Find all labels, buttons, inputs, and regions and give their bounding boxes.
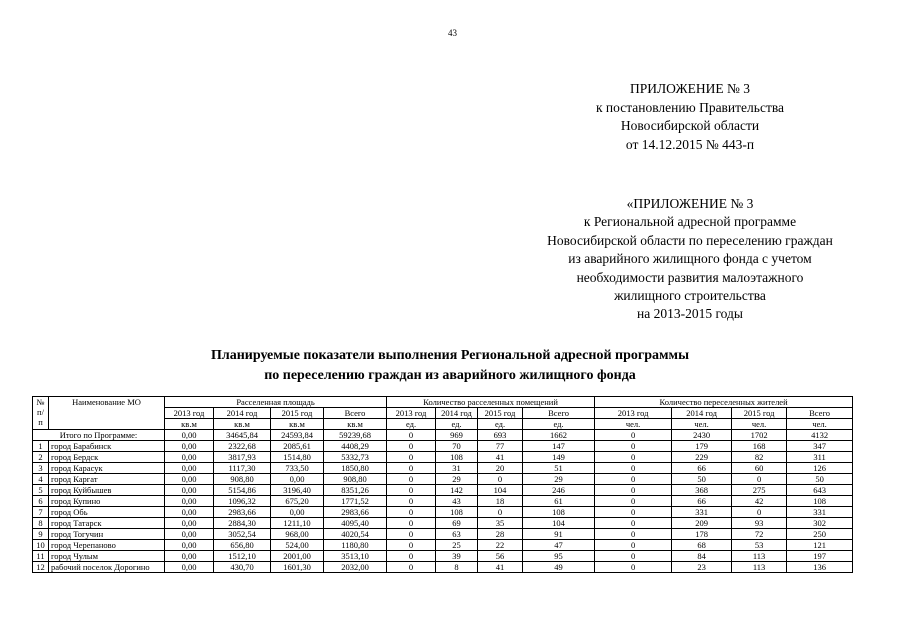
header-year: 2013 год — [387, 408, 436, 419]
appendix-line: из аварийного жилищного фонда с учетом — [568, 251, 812, 267]
table-cell: 1662 — [523, 430, 595, 441]
table-cell: 108 — [436, 507, 478, 518]
header-year: Всего — [787, 408, 853, 419]
row-municipality: город Тогучин — [49, 529, 165, 540]
table-cell: 331 — [672, 507, 732, 518]
table-cell: 22 — [478, 540, 523, 551]
table-cell: 91 — [523, 529, 595, 540]
header-residents: Количество переселенных жителей — [595, 397, 853, 408]
table-cell: 147 — [523, 441, 595, 452]
table-cell: 908,80 — [214, 474, 271, 485]
table-row — [33, 474, 853, 485]
table-cell: 0 — [595, 529, 672, 540]
appendix-line: Новосибирской области — [620, 118, 760, 133]
indicators-table — [32, 396, 853, 573]
table-cell: 35 — [478, 518, 523, 529]
table-cell: 908,80 — [324, 474, 387, 485]
table-cell: 121 — [787, 540, 853, 551]
header-unit: чел. — [787, 419, 853, 430]
header-year: 2015 год — [478, 408, 523, 419]
table-cell: 0 — [387, 441, 436, 452]
table-cell: 2032,00 — [324, 562, 387, 573]
table-cell: 0,00 — [165, 518, 214, 529]
table-cell: 50 — [787, 474, 853, 485]
table-cell: 0,00 — [165, 551, 214, 562]
table-cell: 31 — [436, 463, 478, 474]
table-cell: 108 — [436, 452, 478, 463]
table-cell: 1771,52 — [324, 496, 387, 507]
table-cell: 1702 — [732, 430, 787, 441]
row-num: 3 — [33, 463, 49, 474]
table-cell: 2983,66 — [214, 507, 271, 518]
table-cell: 5154,86 — [214, 485, 271, 496]
table-cell: 0 — [595, 474, 672, 485]
table-cell: 0 — [732, 507, 787, 518]
table-cell: 430,70 — [214, 562, 271, 573]
table-cell: 61 — [523, 496, 595, 507]
table-cell: 51 — [523, 463, 595, 474]
table-cell: 4095,40 — [324, 518, 387, 529]
table-cell: 179 — [672, 441, 732, 452]
table-cell: 113 — [732, 551, 787, 562]
header-unit: кв.м — [165, 419, 214, 430]
table-cell: 643 — [787, 485, 853, 496]
table-cell: 5332,73 — [324, 452, 387, 463]
table-cell: 1512,10 — [214, 551, 271, 562]
table-cell: 82 — [732, 452, 787, 463]
header-year: 2014 год — [436, 408, 478, 419]
table-cell: 0,00 — [165, 529, 214, 540]
table-row — [33, 518, 853, 529]
table-cell: 0 — [387, 562, 436, 573]
table-cell: 347 — [787, 441, 853, 452]
table-cell: 56 — [478, 551, 523, 562]
table-cell: 0 — [387, 430, 436, 441]
table-cell: 108 — [787, 496, 853, 507]
table-cell: 368 — [672, 485, 732, 496]
table-cell: 4408,29 — [324, 441, 387, 452]
table-cell: 311 — [787, 452, 853, 463]
header-unit: чел. — [595, 419, 672, 430]
table-cell: 93 — [732, 518, 787, 529]
table-cell: 246 — [523, 485, 595, 496]
table-cell: 142 — [436, 485, 478, 496]
table-cell: 2983,66 — [324, 507, 387, 518]
header-year: 2015 год — [732, 408, 787, 419]
table-cell: 108 — [523, 507, 595, 518]
table-row — [33, 562, 853, 573]
table-cell: 0,00 — [165, 485, 214, 496]
table-cell: 0 — [595, 485, 672, 496]
table-cell: 95 — [523, 551, 595, 562]
table-cell: 104 — [478, 485, 523, 496]
row-num: 7 — [33, 507, 49, 518]
row-municipality: город Куйбышев — [49, 485, 165, 496]
table-cell: 84 — [672, 551, 732, 562]
appendix-line: жилищного строительства — [614, 288, 766, 304]
row-num: 4 — [33, 474, 49, 485]
table-row — [33, 441, 853, 452]
table-cell: 0 — [387, 518, 436, 529]
table-cell: 23 — [672, 562, 732, 573]
table-cell: 18 — [478, 496, 523, 507]
table-cell: 1117,30 — [214, 463, 271, 474]
table-cell: 0,00 — [165, 452, 214, 463]
header-num: № п/п — [33, 397, 49, 430]
table-cell: 0 — [387, 474, 436, 485]
row-num: 1 — [33, 441, 49, 452]
table-cell: 0 — [595, 463, 672, 474]
table-cell: 0 — [595, 518, 672, 529]
table-cell: 2430 — [672, 430, 732, 441]
table-cell: 29 — [436, 474, 478, 485]
table-cell: 0 — [387, 551, 436, 562]
table-row — [33, 540, 853, 551]
table-cell: 0 — [595, 551, 672, 562]
table-cell: 42 — [732, 496, 787, 507]
table-cell: 3196,40 — [271, 485, 324, 496]
table-cell: 0 — [387, 496, 436, 507]
table-cell: 178 — [672, 529, 732, 540]
table-cell: 1850,80 — [324, 463, 387, 474]
table-cell: 8351,26 — [324, 485, 387, 496]
row-municipality: город Барабинск — [49, 441, 165, 452]
table-row — [33, 551, 853, 562]
header-year: 2015 год — [271, 408, 324, 419]
header-year: 2013 год — [165, 408, 214, 419]
table-cell: 53 — [732, 540, 787, 551]
table-cell: 3513,10 — [324, 551, 387, 562]
table-cell: 41 — [478, 452, 523, 463]
table-cell: 0 — [595, 452, 672, 463]
table-cell: 0,00 — [271, 507, 324, 518]
row-municipality: город Обь — [49, 507, 165, 518]
table-cell: 0,00 — [165, 463, 214, 474]
table-cell: 197 — [787, 551, 853, 562]
table-cell: 0 — [387, 507, 436, 518]
table-cell: 0 — [387, 452, 436, 463]
table-cell: 4020,54 — [324, 529, 387, 540]
table-cell: 2884,30 — [214, 518, 271, 529]
row-municipality: город Черепаново — [49, 540, 165, 551]
table-cell: 0 — [595, 496, 672, 507]
header-year: Всего — [324, 408, 387, 419]
table-cell: 43 — [436, 496, 478, 507]
table-cell: 0,00 — [165, 474, 214, 485]
table-cell: 524,00 — [271, 540, 324, 551]
table-cell: 1514,80 — [271, 452, 324, 463]
table-cell: 302 — [787, 518, 853, 529]
appendix-line: от 14.12.2015 № 443-п — [625, 136, 755, 152]
table-cell: 0 — [387, 485, 436, 496]
row-num: 9 — [33, 529, 49, 540]
table-cell: 24593,84 — [271, 430, 324, 441]
document-title — [120, 346, 780, 385]
title-line-2: по переселению граждан из аварийного жилищного фонда — [264, 367, 636, 383]
table-cell: 47 — [523, 540, 595, 551]
total-name: Итого по Программе: — [33, 430, 165, 441]
table-cell: 0 — [732, 474, 787, 485]
table-cell: 0,00 — [165, 540, 214, 551]
header-year: 2014 год — [672, 408, 732, 419]
row-num: 2 — [33, 452, 49, 463]
table-cell: 77 — [478, 441, 523, 452]
table-cell: 68 — [672, 540, 732, 551]
table-total-row — [33, 430, 853, 441]
header-year: 2014 год — [214, 408, 271, 419]
row-municipality: город Купино — [49, 496, 165, 507]
appendix-line: к Региональной адресной программе — [583, 214, 797, 230]
header-unit: чел. — [672, 419, 732, 430]
table-cell: 0 — [595, 441, 672, 452]
table-cell: 72 — [732, 529, 787, 540]
table-cell: 229 — [672, 452, 732, 463]
row-municipality: город Бердск — [49, 452, 165, 463]
table-cell: 50 — [672, 474, 732, 485]
header-premises: Количество расселенных помещений — [387, 397, 595, 408]
table-cell: 0 — [595, 540, 672, 551]
table-cell: 250 — [787, 529, 853, 540]
header-unit: ед. — [523, 419, 595, 430]
table-cell: 69 — [436, 518, 478, 529]
appendix-heading-resolution — [520, 80, 860, 154]
table-cell: 656,80 — [214, 540, 271, 551]
table-cell: 0 — [478, 474, 523, 485]
table-cell: 209 — [672, 518, 732, 529]
table-cell: 39 — [436, 551, 478, 562]
row-num: 8 — [33, 518, 49, 529]
table-cell: 968,00 — [271, 529, 324, 540]
table-cell: 0,00 — [165, 507, 214, 518]
table-cell: 0,00 — [165, 441, 214, 452]
row-municipality: город Каргат — [49, 474, 165, 485]
appendix-heading-program — [500, 195, 880, 324]
table-cell: 1180,80 — [324, 540, 387, 551]
table-row — [33, 529, 853, 540]
row-num: 10 — [33, 540, 49, 551]
table-cell: 70 — [436, 441, 478, 452]
row-municipality: рабочий поселок Дорогино — [49, 562, 165, 573]
header-unit: ед. — [387, 419, 436, 430]
table-cell: 733,50 — [271, 463, 324, 474]
table-cell: 3052,54 — [214, 529, 271, 540]
table-cell: 136 — [787, 562, 853, 573]
header-year: 2013 год — [595, 408, 672, 419]
header-unit: ед. — [436, 419, 478, 430]
page-number: 43 — [448, 28, 457, 38]
table-row — [33, 485, 853, 496]
table-cell: 0,00 — [165, 496, 214, 507]
table-cell: 1096,32 — [214, 496, 271, 507]
table-cell: 275 — [732, 485, 787, 496]
header-name: Наименование МО — [49, 397, 165, 430]
table-cell: 25 — [436, 540, 478, 551]
row-num: 11 — [33, 551, 49, 562]
table-cell: 168 — [732, 441, 787, 452]
appendix-line: необходимости развития малоэтажного — [576, 269, 804, 285]
table-cell: 0 — [478, 507, 523, 518]
row-num: 6 — [33, 496, 49, 507]
table-cell: 49 — [523, 562, 595, 573]
header-area: Расселенная площадь — [165, 397, 387, 408]
table-cell: 3817,93 — [214, 452, 271, 463]
table-cell: 126 — [787, 463, 853, 474]
table-cell: 0 — [387, 463, 436, 474]
table-cell: 1601,30 — [271, 562, 324, 573]
table-row — [33, 496, 853, 507]
appendix-line: к постановлению Правительства — [595, 99, 785, 115]
table-cell: 66 — [672, 496, 732, 507]
table-cell: 693 — [478, 430, 523, 441]
table-cell: 8 — [436, 562, 478, 573]
table-cell: 0 — [387, 540, 436, 551]
table-cell: 63 — [436, 529, 478, 540]
header-unit: кв.м — [271, 419, 324, 430]
table-cell: 104 — [523, 518, 595, 529]
table-cell: 0,00 — [165, 430, 214, 441]
table-cell: 0 — [387, 529, 436, 540]
row-num: 5 — [33, 485, 49, 496]
table-cell: 113 — [732, 562, 787, 573]
table-cell: 0,00 — [165, 562, 214, 573]
row-municipality: город Татарск — [49, 518, 165, 529]
header-unit: кв.м — [214, 419, 271, 430]
table-cell: 675,20 — [271, 496, 324, 507]
table-cell: 2001,00 — [271, 551, 324, 562]
appendix-line: «ПРИЛОЖЕНИЕ № 3 — [626, 196, 754, 211]
table-cell: 0,00 — [271, 474, 324, 485]
table-cell: 41 — [478, 562, 523, 573]
table-cell: 60 — [732, 463, 787, 474]
table-cell: 28 — [478, 529, 523, 540]
title-line-1: Планируемые показатели выполнения Региональной адресной программы — [210, 348, 690, 363]
row-municipality: город Чулым — [49, 551, 165, 562]
row-municipality: город Карасук — [49, 463, 165, 474]
table-cell: 29 — [523, 474, 595, 485]
table-cell: 20 — [478, 463, 523, 474]
header-unit: кв.м — [324, 419, 387, 430]
header-year: Всего — [523, 408, 595, 419]
table-cell: 2085,61 — [271, 441, 324, 452]
table-cell: 0 — [595, 507, 672, 518]
table-cell: 0 — [595, 430, 672, 441]
appendix-line: ПРИЛОЖЕНИЕ № 3 — [629, 81, 751, 96]
table-cell: 2322,68 — [214, 441, 271, 452]
header-unit: ед. — [478, 419, 523, 430]
table-cell: 149 — [523, 452, 595, 463]
table-cell: 66 — [672, 463, 732, 474]
table-cell: 331 — [787, 507, 853, 518]
appendix-line: на 2013-2015 годы — [637, 306, 743, 322]
table-cell: 0 — [595, 562, 672, 573]
table-row — [33, 452, 853, 463]
row-num: 12 — [33, 562, 49, 573]
table-row — [33, 507, 853, 518]
appendix-line: Новосибирской области по переселению граждан — [547, 232, 833, 248]
table-cell: 4132 — [787, 430, 853, 441]
table-row — [33, 463, 853, 474]
table-cell: 969 — [436, 430, 478, 441]
table-cell: 1211,10 — [271, 518, 324, 529]
table-cell: 34645,84 — [214, 430, 271, 441]
table-cell: 59239,68 — [324, 430, 387, 441]
header-unit: чел. — [732, 419, 787, 430]
